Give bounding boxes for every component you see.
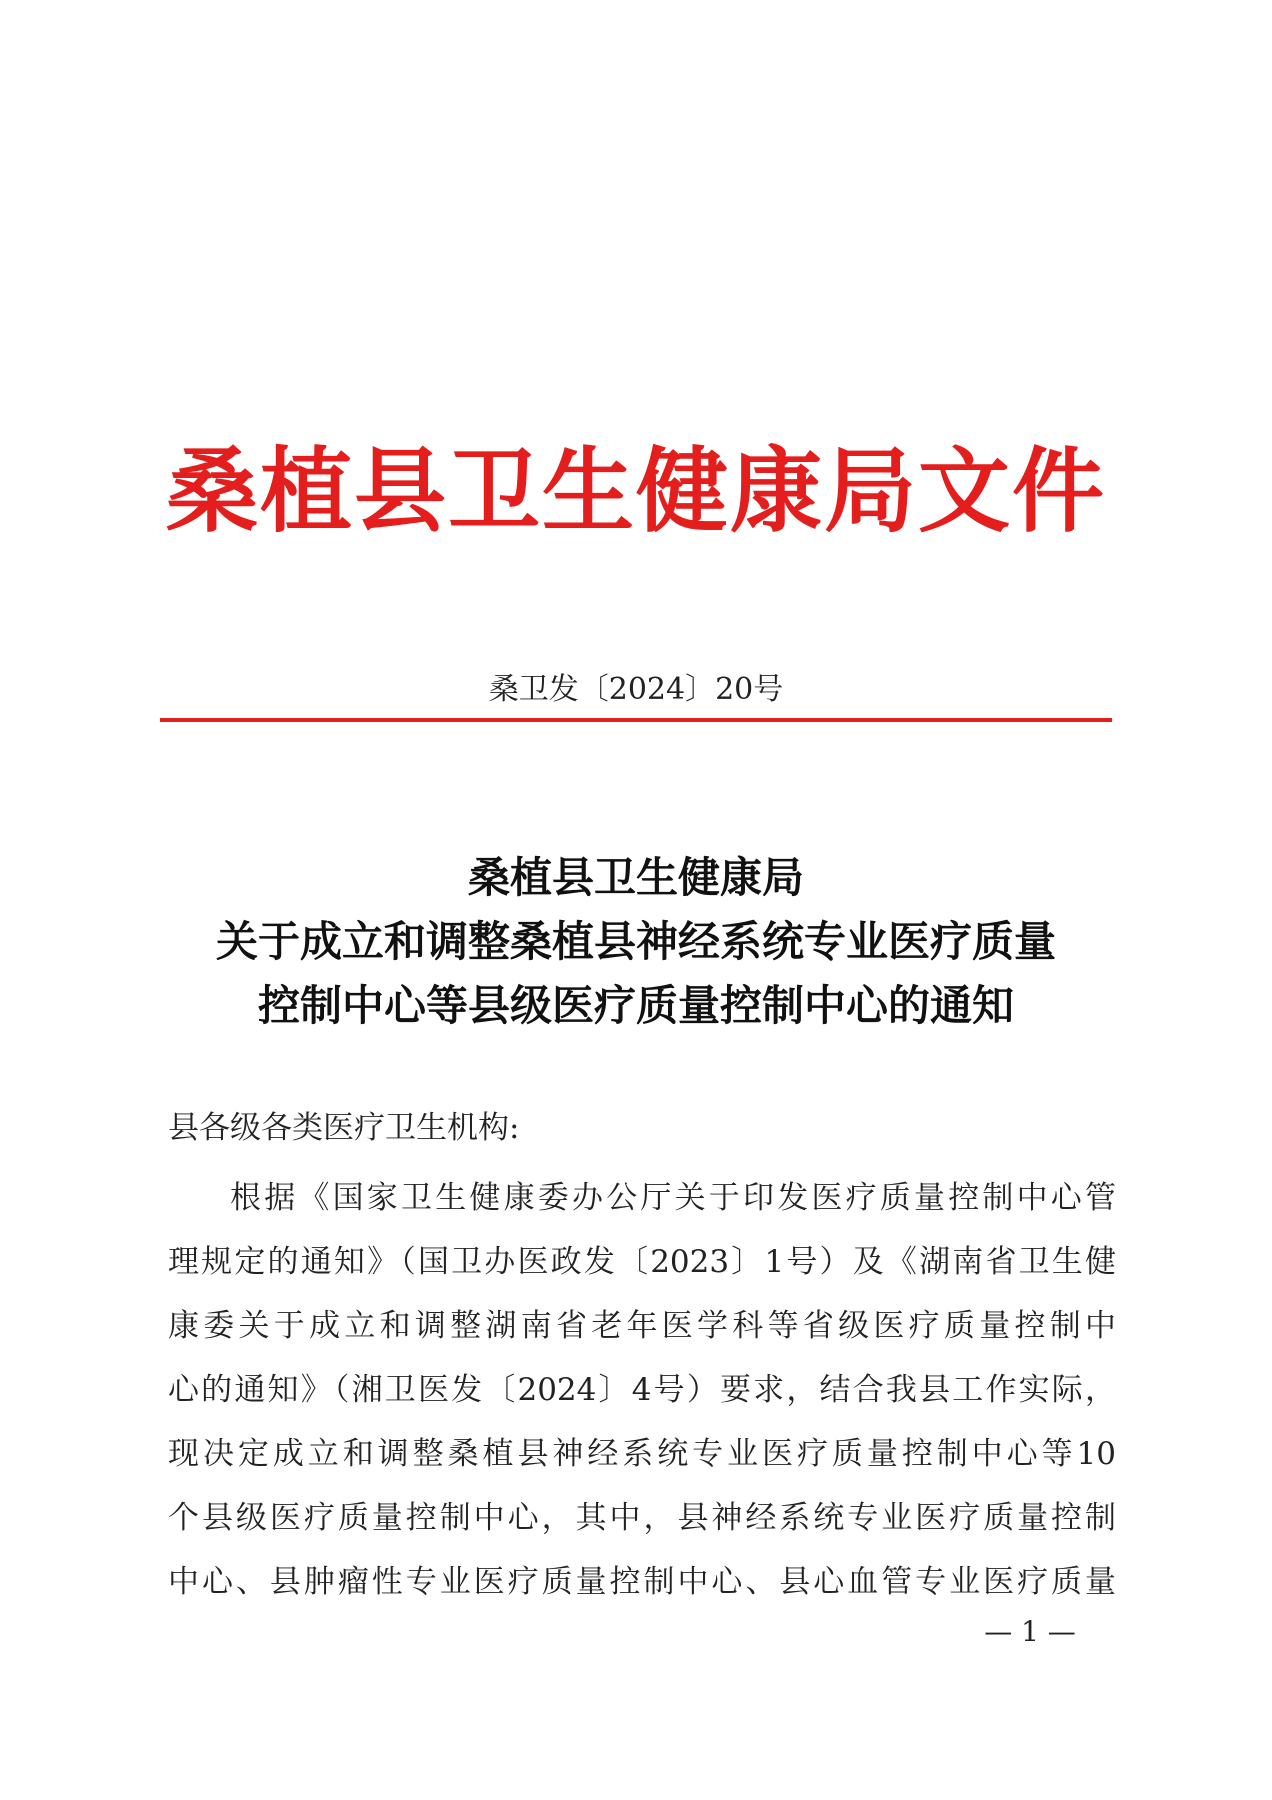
masthead-title: 桑植县卫生健康局文件 — [165, 438, 1106, 545]
salutation: 县各级各类医疗卫生机构: — [168, 1110, 520, 1146]
body-line: 现决定成立和调整桑植县神经系统专业医疗质量控制中心等10 — [168, 1436, 1116, 1472]
red-divider-line — [160, 718, 1112, 722]
notice-title — [160, 846, 1112, 1038]
document-number: 桑卫发〔2024〕20号 — [488, 672, 784, 707]
notice-title-line-2: 关于成立和调整桑植县神经系统专业医疗质量 — [215, 917, 1056, 966]
notice-title-line-1: 桑植县卫生健康局 — [467, 853, 804, 902]
body-paragraph — [168, 1166, 1116, 1614]
body-line: 个县级医疗质量控制中心，其中，县神经系统专业医疗质量控制 — [168, 1500, 1116, 1536]
body-line: 心的通知》（湘卫医发〔2024〕4号）要求，结合我县工作实际， — [168, 1372, 1116, 1408]
notice-title-line-3: 控制中心等县级医疗质量控制中心的通知 — [257, 981, 1014, 1030]
body-line: 根据《国家卫生健康委办公厅关于印发医疗质量控制中心管 — [230, 1180, 1116, 1216]
page-number: — 1 — — [984, 1615, 1076, 1648]
body-line: 理规定的通知》（国卫办医政发〔2023〕1号）及《湖南省卫生健 — [168, 1244, 1116, 1280]
body-line: 康委关于成立和调整湖南省老年医学科等省级医疗质量控制中 — [168, 1308, 1116, 1344]
body-line: 中心、县肿瘤性专业医疗质量控制中心、县心血管专业医疗质量 — [168, 1564, 1116, 1600]
